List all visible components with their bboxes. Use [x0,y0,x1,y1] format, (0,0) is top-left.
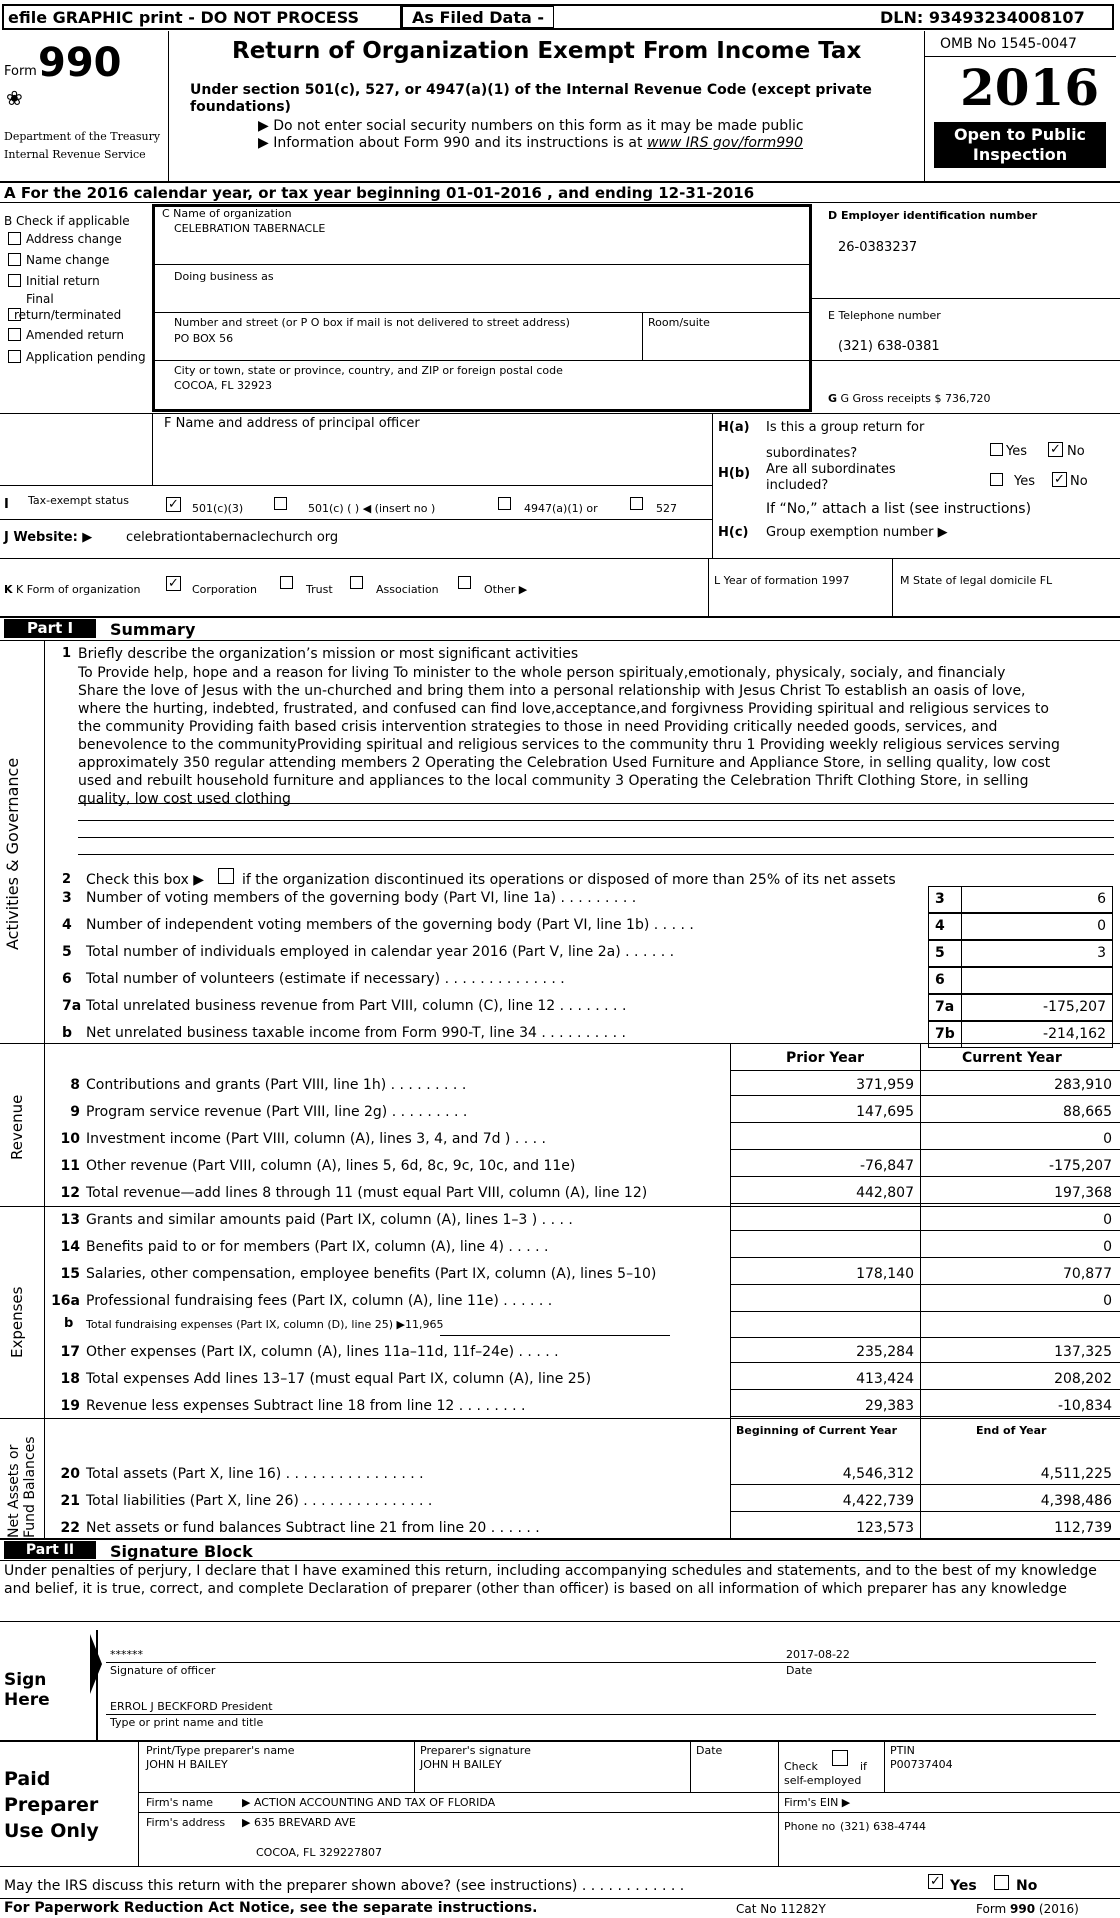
website-label: J Website: ▶ [4,530,93,545]
self-employed-if: if [860,1760,867,1773]
mission-line: where the hurting, indebted, frustrated, and confused can find love,acceptance,and forgivness Providing spiritual and religious services to [78,701,1049,717]
ssn-note: ▶ Do not enter social security numbers on this form as it may be made public [258,118,804,134]
hb-attach-note: If “No,” attach a list (see instructions) [766,501,1032,517]
ptin-label: PTIN [890,1744,915,1757]
revenue-prior-value: 371,959 [856,1077,914,1093]
trust-label: Trust [306,583,333,596]
revenue-line-num: 8 [70,1077,80,1093]
use-only-label: Use Only [4,1820,99,1842]
return-terminated-label: return/terminated [14,308,122,322]
gov-line-value [961,967,1113,994]
name-change-label: Name change [26,253,110,267]
net-current-value: 112,739 [1054,1520,1112,1536]
527-label: 527 [656,502,677,515]
gov-line-num: 3 [62,890,72,906]
city-value: COCOA, FL 32923 [174,379,272,392]
hb-tag: H(b) [718,466,751,481]
self-employed-check-label: Check [784,1760,818,1773]
501c-checkbox[interactable] [274,497,287,510]
gov-line-value: -214,162 [961,1021,1113,1048]
discuss-yes-label: Yes [950,1878,977,1894]
side-net-assets-2: Fund Balances [22,1436,38,1538]
name-change-checkbox[interactable] [8,253,21,266]
net-line-num: 22 [60,1520,80,1536]
revenue-line-text: Program service revenue (Part VIII, line 2g) . . . . . . . . . [86,1104,468,1120]
ha-no-label: No [1067,444,1085,459]
gov-line-num: 7a [62,998,82,1014]
corporation-checkbox[interactable]: ✓ [166,576,181,591]
open-line1: Open to Public [953,125,1087,144]
form-of-org-text: K Form of organization [16,583,141,596]
firm-ein-label: Firm's EIN ▶ [784,1796,851,1809]
revenue-prior-value: 442,807 [856,1185,914,1201]
efile-label: efile GRAPHIC print - DO NOT PROCESS [8,8,360,27]
paid-label: Paid [4,1768,51,1790]
omb-number: OMB No 1545-0047 [940,36,1077,52]
gov-line-value: 0 [961,913,1113,940]
form-footer-number: 990 [1010,1902,1036,1916]
ha-text1: Is this a group return for [766,420,925,435]
ha-text2: subordinates? [766,446,858,461]
mission-line: benevolence to the communityProviding spiritual and religious services to the community thru 1 Providing weekly religious services serving [78,737,1060,753]
hb-yes-label: Yes [1014,474,1035,489]
net-line-text: Net assets or fund balances Subtract line 21 from line 20 . . . . . . [86,1520,540,1536]
revenue-current-value: 197,368 [1054,1185,1112,1201]
net-line-text: Total assets (Part X, line 16) . . . . . . . . . . . . . . . . [86,1466,424,1482]
preparer-date-label: Date [696,1744,723,1757]
signature-date: 2017-08-22 [786,1648,850,1661]
gov-line-text: Total unrelated business revenue from Part VIII, column (C), line 12 . . . . . . . . [86,998,627,1014]
side-activities: Activities & Governance [3,757,22,950]
gov-line-box-number: 4 [928,913,962,940]
form-title: Return of Organization Exempt From Income Tax [232,38,862,64]
net-current-value: 4,398,486 [1040,1493,1112,1509]
gov-line-text: Total number of individuals employed in calendar year 2016 (Part V, line 2a) . . . . . . [86,944,675,960]
revenue-line-text: Contributions and grants (Part VIII, line 1h) . . . . . . . . . [86,1077,467,1093]
phone-label: E Telephone number [828,309,941,322]
ha-yes-label: Yes [1006,444,1027,459]
mission-line: Share the love of Jesus with the un-churched and bring them into a personal relationship with Jesus Christ To establish an oasis of love, [78,683,1026,699]
amended-return-label: Amended return [26,328,125,342]
gov-line-num: 6 [62,971,72,987]
4947-checkbox[interactable] [498,497,511,510]
dept-line2: Internal Revenue Service [4,148,146,161]
org-name-label: C Name of organization [162,207,292,220]
expenses2-line-num: 18 [60,1371,80,1387]
street-value: PO BOX 56 [174,332,234,345]
officer-name-title: ERROL J BECKFORD President [110,1700,273,1713]
expenses-line-text: Benefits paid to or for members (Part IX, column (A), line 4) . . . . . [86,1239,549,1255]
side-expenses: Expenses [8,1286,26,1358]
hc-tag: H(c) [718,525,749,540]
expenses2-prior-value: 235,284 [856,1344,914,1360]
4947-label: 4947(a)(1) or [524,502,598,515]
dept-line1: Department of the Treasury [4,130,161,143]
expenses-line-text: Grants and similar amounts paid (Part IX, column (A), lines 1–3 ) . . . . [86,1212,573,1228]
ptin-value: P00737404 [890,1758,953,1771]
gov-line-box-number: 3 [928,886,962,913]
part2-title: Signature Block [110,1542,253,1561]
revenue-line-num: 11 [60,1158,80,1174]
corporation-label: Corporation [192,583,257,596]
revenue-line-text: Investment income (Part VIII, column (A), lines 3, 4, and 7d ) . . . . [86,1131,546,1147]
gov-line-text: Number of independent voting members of the governing body (Part VI, line 1b) . . . . . [86,917,694,933]
expenses2-prior-value: 29,383 [865,1398,914,1414]
association-checkbox[interactable] [350,576,363,589]
year-of-formation: L Year of formation 1997 [714,574,850,587]
hc-text: Group exemption number ▶ [766,525,948,540]
side-net-assets-1: Net Assets or [6,1444,22,1538]
revenue-current-value: -175,207 [1049,1158,1112,1174]
expenses2-line-text: Total expenses Add lines 13–17 (must equal Part IX, column (A), line 25) [86,1371,592,1387]
expenses2-line-num: 17 [60,1344,80,1360]
gov-line-num: 4 [62,917,72,933]
expenses2-current-value: 137,325 [1054,1344,1112,1360]
preparer-signature-label: Preparer's signature [420,1744,531,1757]
expenses-line-num: 16a [51,1293,80,1309]
i-tag: I [4,497,9,512]
expenses2-line-num: 19 [60,1398,80,1414]
irs-link[interactable]: www IRS gov/form990 [646,135,803,151]
gov-line-value: 3 [961,940,1113,967]
hb-yes-checkbox[interactable] [990,473,1003,486]
penalty-statement: Under penalties of perjury, I declare that I have examined this return, including accompanying schedules and statements, and to the best of my knowledge and belief, it is true, correct, and complete Declaration of preparer (other than officer) is based on all information of which preparer has any knowledge [4,1563,1097,1597]
line1-label: Briefly describe the organization’s mission or most significant activities [78,646,579,662]
tax-exempt-label: Tax-exempt status [28,494,129,507]
form-footer-word: Form [976,1902,1011,1916]
gov-line-value: 6 [961,886,1113,913]
hb-text1: Are all subordinates [766,462,896,477]
net-line-text: Total liabilities (Part X, line 26) . . . . . . . . . . . . . . . [86,1493,433,1509]
revenue-line-num: 10 [60,1131,80,1147]
principal-officer-label: F Name and address of principal officer [164,416,420,431]
open-to-public [934,122,1106,168]
line1-num: 1 [62,646,72,661]
net-prior-value: 4,546,312 [842,1466,914,1482]
revenue-line-text: Total revenue—add lines 8 through 11 (must equal Part VIII, column (A), line 12) [86,1185,648,1201]
catalog-number: Cat No 11282Y [736,1902,826,1916]
part2-tag: Part II [4,1541,96,1559]
col-end-year: End of Year [976,1424,1047,1437]
form-of-org-label: K K Form of organization [4,583,141,596]
preparer-name: JOHN H BAILEY [146,1758,228,1771]
part1-title: Summary [110,620,196,639]
mission-line: used and rebuilt household furniture and appliances to the local community 3 Operating the Celebration Thrift Clothing Store, in selling [78,773,1029,789]
discuss-yes-checkbox[interactable]: ✓ [928,1874,943,1889]
check-applicable-heading: B Check if applicable [4,214,130,228]
ein-label: D Employer identification number [828,209,1038,222]
mission-line: To Provide help, hope and a reason for living To minister to the whole person spiritualy,emotionaly, physicaly, socialy, and financialy [78,665,1006,681]
dln: DLN: 93493234008107 [880,8,1085,27]
line2-num: 2 [62,872,72,887]
initial-return-label: Initial return [26,274,100,288]
mission-line: approximately 350 regular attending members 2 Operating the Celebration Used Furniture and Appliance Store, in selling quality, low cost [78,755,1051,771]
paperwork-notice: For Paperwork Reduction Act Notice, see the separate instructions. [4,1900,538,1916]
other-label: Other ▶ [484,583,528,596]
expenses2-line-text: Other expenses (Part IX, column (A), lines 11a–11d, 11f–24e) . . . . . [86,1344,559,1360]
city-label: City or town, state or province, country, and ZIP or foreign postal code [174,364,563,377]
gov-line-value: -175,207 [961,994,1113,1021]
gov-line-box-number: 7a [928,994,962,1021]
expenses-current-value: 70,877 [1063,1266,1112,1282]
expenses2-prior-value: 413,424 [856,1371,914,1387]
side-revenue: Revenue [8,1094,26,1160]
col-prior-year: Prior Year [786,1050,865,1066]
net-prior-value: 123,573 [856,1520,914,1536]
expenses2-line-text: Revenue less expenses Subtract line 18 from line 12 . . . . . . . . [86,1398,526,1414]
gov-line-text: Net unrelated business taxable income from Form 990-T, line 34 . . . . . . . . . . [86,1025,626,1041]
line2-label: Check this box ▶ [86,872,205,888]
signature-of-officer-label: Signature of officer [110,1664,216,1677]
sign-label: Sign [4,1670,47,1690]
firm-name: ▶ ACTION ACCOUNTING AND TAX OF FLORIDA [242,1796,496,1809]
discuss-no-checkbox[interactable] [994,1875,1009,1890]
dba-label: Doing business as [174,270,274,283]
application-pending-checkbox[interactable] [8,350,21,363]
col-current-year: Current Year [962,1050,1062,1066]
address-change-label: Address change [26,232,122,246]
expenses-current-value: 0 [1103,1212,1112,1228]
final-label: Final [26,292,54,306]
form-footer-year: (2016) [1035,1902,1079,1916]
501c3-label: 501(c)(3) [192,502,244,515]
mission-text [78,664,1118,808]
form-footer [976,1902,1079,1916]
firm-address-line1: ▶ 635 BREVARD AVE [242,1816,356,1829]
firm-address-label: Firm's address [146,1816,226,1829]
form-subtitle: Under section 501(c), 527, or 4947(a)(1) of the Internal Revenue Code (except private foundations) [190,82,872,115]
part1-tag: Part I [4,619,96,638]
line-a: A For the 2016 calendar year, or tax year beginning 01-01-2016 , and ending 12-31-2016 [4,184,755,202]
state-of-domicile: M State of legal domicile FL [900,574,1053,587]
expenses-line-num: 13 [60,1212,80,1228]
mission-line: the community Providing faith based crisis intervention strategies to those in need Providing critically needed goods, services, and [78,719,998,735]
gross-receipts-text: G Gross receipts $ 736,720 [840,392,991,405]
date-label: Date [786,1664,813,1677]
revenue-line-num: 9 [70,1104,80,1120]
501c-label: 501(c) ( ) ◀ (insert no ) [308,502,436,515]
revenue-prior-value: -76,847 [859,1158,914,1174]
col-beginning-year: Beginning of Current Year [736,1424,898,1437]
eagle-icon: ❀ [6,86,23,110]
preparer-label: Preparer [4,1794,99,1816]
trust-checkbox[interactable] [280,576,293,589]
revenue-current-value: 283,910 [1054,1077,1112,1093]
expenses-line-text: Salaries, other compensation, employee benefits (Part IX, column (A), lines 5–10) [86,1266,657,1282]
line2-checkbox[interactable] [218,868,234,884]
officer-signature: ****** [110,1648,143,1661]
preparer-name-label: Print/Type preparer's name [146,1744,295,1757]
firm-phone-label: Phone no [784,1820,836,1833]
net-line-num: 20 [60,1466,80,1482]
form-number: 990 [38,40,122,86]
net-prior-value: 4,422,739 [842,1493,914,1509]
gov-line-box-number: 7b [928,1021,962,1048]
self-employed-checkbox[interactable] [832,1750,848,1766]
gov-line-text: Number of voting members of the governing body (Part VI, line 1a) . . . . . . . . . [86,890,637,906]
gov-line-box-number: 6 [928,967,962,994]
discuss-no-label: No [1016,1878,1038,1894]
application-pending-label: Application pending [26,350,146,364]
open-line2: Inspection [972,145,1068,164]
501c3-checkbox[interactable]: ✓ [166,497,181,512]
line16b-num: b [64,1316,74,1331]
website-value[interactable]: celebrationtabernaclechurch org [126,530,339,545]
self-employed-label: self-employed [784,1774,862,1787]
amended-return-checkbox[interactable] [8,328,21,341]
firm-phone: (321) 638-4744 [840,1820,927,1833]
ein-value: 26-0383237 [838,240,918,255]
line2-text: if the organization discontinued its operations or disposed of more than 25% of its net assets [242,872,896,888]
preparer-signature: JOHN H BAILEY [420,1758,502,1771]
name-title-label: Type or print name and title [110,1716,264,1729]
ha-no-checkbox[interactable]: ✓ [1048,442,1063,457]
revenue-prior-value: 147,695 [856,1104,914,1120]
expenses2-current-value: 208,202 [1054,1371,1112,1387]
expenses-prior-value: 178,140 [856,1266,914,1282]
expenses-current-value: 0 [1103,1293,1112,1309]
gov-line-num: b [62,1025,73,1041]
association-label: Association [376,583,439,596]
gross-receipts: G G Gross receipts $ 736,720 [828,392,991,405]
ha-tag: H(a) [718,420,750,435]
org-name: CELEBRATION TABERNACLE [174,222,326,235]
revenue-current-value: 88,665 [1063,1104,1112,1120]
irs-discuss-question: May the IRS discuss this return with the preparer shown above? (see instructions) . . . . . . . . . . . . [4,1878,685,1894]
hb-no-checkbox[interactable]: ✓ [1052,472,1067,487]
as-filed-label: As Filed Data - [412,8,544,27]
hb-text2: included? [766,478,829,493]
expenses-current-value: 0 [1103,1239,1112,1255]
room-suite-label: Room/suite [648,316,710,329]
firm-address-line2: COCOA, FL 329227807 [256,1846,382,1859]
phone-value: (321) 638-0381 [838,339,940,354]
expenses-line-text: Professional fundraising fees (Part IX, column (A), line 11e) . . . . . . [86,1293,553,1309]
address-change-checkbox[interactable] [8,232,21,245]
gov-line-num: 5 [62,944,72,960]
gov-line-text: Total number of volunteers (estimate if necessary) . . . . . . . . . . . . . . [86,971,565,987]
firm-name-label: Firm's name [146,1796,214,1809]
gov-line-box-number: 5 [928,940,962,967]
ha-yes-checkbox[interactable] [990,443,1003,456]
initial-return-checkbox[interactable] [8,274,21,287]
tax-year: 2016 [960,58,1100,117]
net-current-value: 4,511,225 [1040,1466,1112,1482]
info-note [258,135,803,151]
form-word: Form [4,64,37,79]
expenses2-current-value: -10,834 [1057,1398,1112,1414]
hb-no-label: No [1070,474,1088,489]
info-note-prefix: ▶ Information about Form 990 and its instructions is at [258,135,647,151]
expenses-line-num: 14 [60,1239,80,1255]
here-label: Here [4,1690,50,1710]
mission-line: quality, low cost used clothing [78,791,291,807]
net-line-num: 21 [60,1493,80,1509]
revenue-line-text: Other revenue (Part VIII, column (A), lines 5, 6d, 8c, 9c, 10c, and 11e) [86,1158,576,1174]
other-checkbox[interactable] [458,576,471,589]
expenses-line-num: 15 [60,1266,80,1282]
street-label: Number and street (or P O box if mail is not delivered to street address) [174,316,570,329]
revenue-current-value: 0 [1103,1131,1112,1147]
revenue-line-num: 12 [60,1185,80,1201]
line16b-text: Total fundraising expenses (Part IX, column (D), line 25) ▶11,965 [86,1318,444,1331]
527-checkbox[interactable] [630,497,643,510]
